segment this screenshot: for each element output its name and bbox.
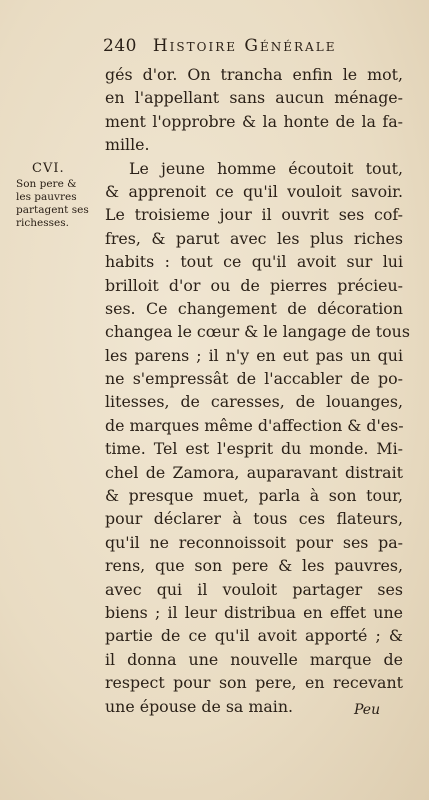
running-title: Histoire Générale bbox=[152, 36, 337, 56]
text-line: litesses, de caresses, de louanges, bbox=[105, 392, 403, 412]
text-line: Le jeune homme écoutoit tout, bbox=[129, 158, 403, 178]
text-line: & apprenoit ce qu'il vouloit savoir. bbox=[105, 181, 403, 201]
text-line: rens, que son pere & les pauvres, bbox=[105, 556, 403, 576]
text-line: & presque muet, parla à son tour, bbox=[105, 486, 403, 506]
section-number: CVI. bbox=[32, 161, 65, 176]
text-line: les parens ; il n'y en eut pas un qui bbox=[105, 345, 403, 365]
text-line: habits : tout ce qu'il avoit sur lui bbox=[105, 252, 403, 272]
margin-note-line: Son pere & bbox=[16, 178, 77, 190]
text-line: gés d'or. On trancha enfin le mot, bbox=[105, 65, 403, 84]
text-line: partie de ce qu'il avoit apporté ; & bbox=[105, 626, 403, 646]
text-line: time. Tel est l'esprit du monde. Mi- bbox=[105, 439, 403, 459]
text-line: fres, & parut avec les plus riches bbox=[105, 228, 403, 248]
text-line: de marques même d'affection & d'es- bbox=[105, 415, 404, 435]
margin-note-line: partagent ses bbox=[16, 204, 89, 216]
text-line: en l'appellant sans aucun ménage- bbox=[105, 88, 403, 108]
catchword: Peu bbox=[354, 702, 381, 718]
text-line: ment l'opprobre & la honte de la fa- bbox=[105, 111, 403, 131]
text-line: mille. bbox=[105, 135, 150, 155]
margin-note bbox=[16, 162, 106, 230]
text-line: biens ; il leur distribua en effet une bbox=[105, 602, 403, 622]
text-line: une épouse de sa main. bbox=[105, 696, 294, 716]
body-text bbox=[105, 63, 410, 718]
page-number: 240 bbox=[103, 36, 137, 56]
text-line: brilloit d'or ou de pierres précieu- bbox=[105, 275, 403, 295]
margin-note-line: les pauvres bbox=[16, 191, 77, 203]
text-line: chel de Zamora, auparavant distrait bbox=[105, 462, 403, 482]
text-line: respect pour son pere, en recevant bbox=[105, 673, 403, 693]
text-line: qu'il ne reconnoissoit pour ses pa- bbox=[105, 532, 403, 552]
text-line: ne s'empressât de l'accabler de po- bbox=[105, 369, 403, 389]
margin-note-line: richesses. bbox=[16, 217, 69, 229]
text-line: changea le cœur & le langage de tous bbox=[105, 322, 410, 342]
text-line: ses. Ce changement de décoration bbox=[105, 298, 403, 318]
page-header bbox=[103, 36, 403, 56]
text-line: Le troisieme jour il ouvrit ses cof- bbox=[105, 205, 403, 225]
text-line: avec qui il vouloit partager ses bbox=[105, 579, 403, 599]
text-line: pour déclarer à tous ces flateurs, bbox=[105, 509, 403, 529]
text-line: il donna une nouvelle marque de bbox=[105, 649, 403, 669]
